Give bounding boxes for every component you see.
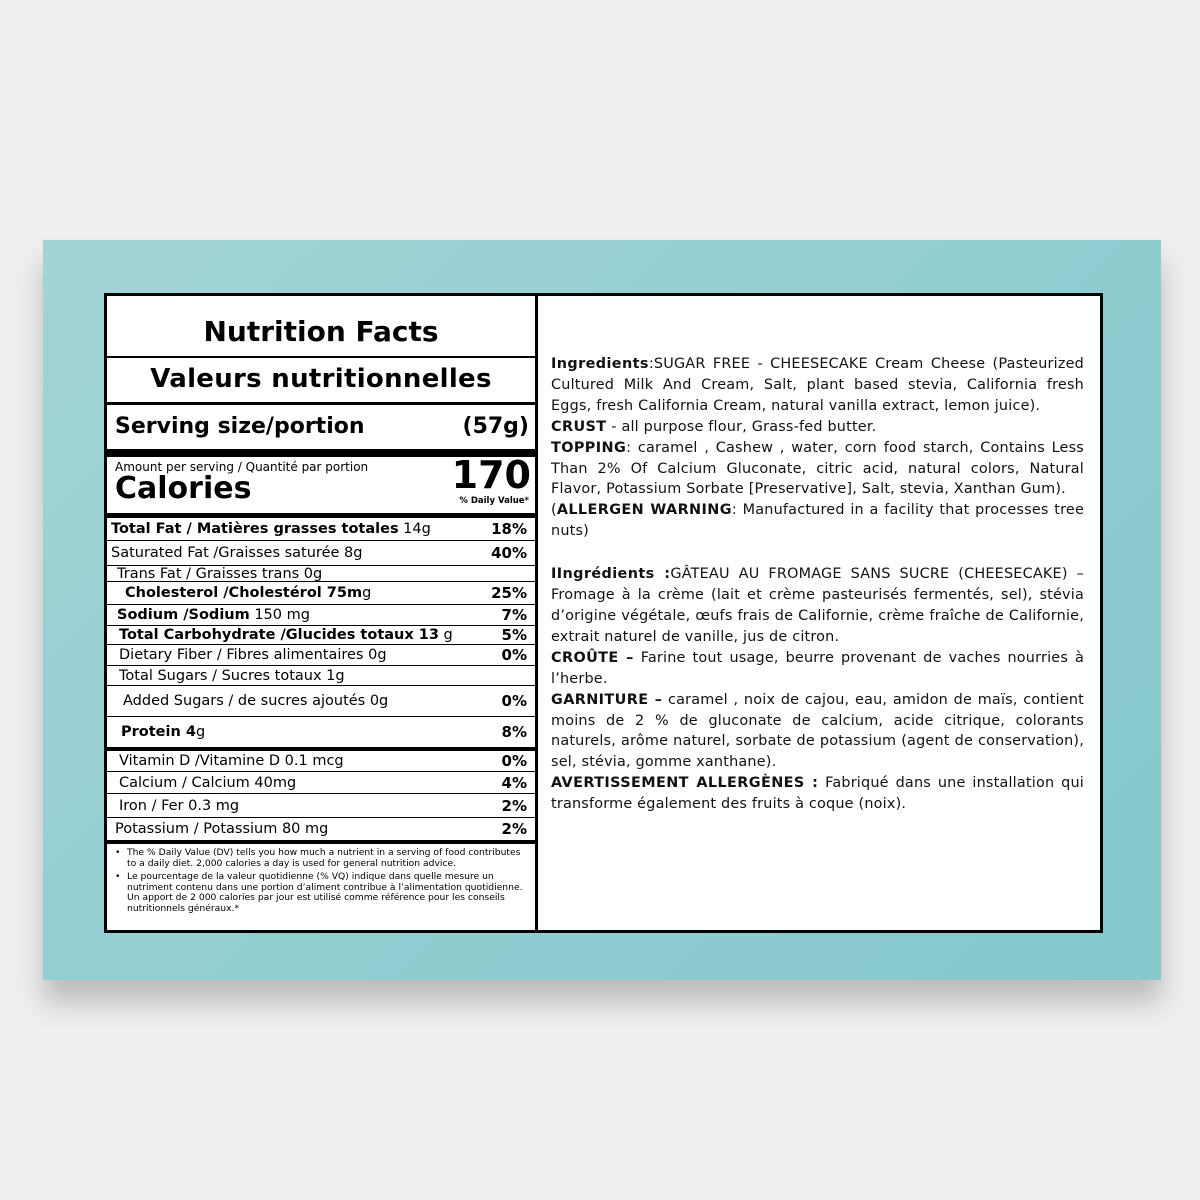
nutrient-daily-value: 5% [501, 626, 527, 644]
nutrient-amount: 150 mg [249, 607, 310, 623]
serving-label: Serving size/portion [115, 414, 365, 439]
nutrient-daily-value: 25% [491, 584, 527, 602]
nutrient-name [111, 521, 431, 537]
nutrient-daily-value: 2% [501, 820, 527, 838]
nutrient-daily-value: 2% [501, 796, 527, 815]
crust-en-text: - all purpose flour, Grass-fed butter. [606, 418, 877, 435]
nutrient-name [119, 775, 296, 791]
footnote-fr: • Le pourcentage de la valeur quotidienne (% VQ) indique dans quelle mesure un nutriment contenu dans une portion d’aliment contribue à l’alimentation quotidienne. Un apport de 2 000 calories par jour est utilisé comme référence pour les conseils nutritionnels généraux.* [115, 872, 525, 914]
nutrient-name [119, 627, 453, 643]
nutrient-name-bold: Total Carbohydrate /Glucides totaux 13 [119, 627, 439, 643]
ingredients-en [551, 354, 1084, 417]
nutrient-amount: Added Sugars / de sucres ajoutés 0g [123, 693, 389, 709]
nutrient-name [119, 668, 345, 684]
nutrient-amount: Trans Fat / Graisses trans 0g [117, 565, 323, 582]
nutrient-daily-value: 8% [501, 723, 527, 741]
ingredients-fr [551, 564, 1084, 648]
topping-en-label: TOPPING [551, 439, 627, 456]
nutrient-name [119, 798, 239, 814]
nutrient-name-bold: Cholesterol /Cholestérol 75m [125, 585, 363, 601]
nutrient-name-bold: Total Fat / Matières grasses totales [111, 521, 399, 537]
calories-label: Calories [115, 471, 252, 506]
nutrient-amount: Saturated Fat /Graisses saturée 8g [111, 545, 363, 561]
nutrient-row [107, 605, 535, 626]
nutrient-row [107, 772, 535, 794]
crust-fr-text: Farine tout usage, beurre provenant de vaches nourries à l’herbe. [551, 649, 1084, 687]
nutrient-name-bold: Sodium /Sodium [117, 607, 250, 623]
allergen-fr-text: Fabriqué dans une installation qui transforme également des fruits à coque (noix). [551, 775, 1084, 813]
nutrient-row [107, 794, 535, 818]
nutrient-name [119, 753, 344, 769]
allergen-en-open: ( [551, 502, 557, 519]
nutrient-name [115, 821, 328, 837]
nutrient-row [107, 566, 535, 582]
nutrient-daily-value: 4% [501, 773, 527, 792]
nutrient-name [125, 585, 371, 601]
nutrient-row [107, 582, 535, 605]
footnote-fr-text: Le pourcentage de la valeur quotidienne (% VQ) indique dans quelle mesure un nutriment contenu dans une portion d’aliment contribue à l’alimentation quotidienne. Un apport de 2 000 calories par jour est utilisé comme référence pour les conseils nutritionnels généraux.* [127, 871, 523, 914]
crust-fr [551, 648, 1084, 690]
nutrient-amount: g [195, 724, 206, 740]
nutrient-row [107, 666, 535, 686]
ingredients-en-label: Ingredients [551, 356, 649, 372]
nutrient-name [111, 545, 362, 561]
nutrient-amount: Iron / Fer 0.3 mg [119, 797, 240, 814]
nutrient-daily-value: 18% [491, 520, 527, 538]
nutrient-daily-value: 0% [501, 692, 527, 710]
serving-value: (57g) [462, 414, 529, 439]
nutrient-daily-value: 40% [491, 544, 527, 562]
crust-fr-label: CROÛTE – [551, 649, 634, 666]
nutrition-title-en: Nutrition Facts [107, 296, 535, 358]
calories-value: 170 [451, 453, 531, 497]
footnote-en: • The % Daily Value (DV) tells you how much a nutrient in a serving of food contributes to a daily diet. 2,000 calories a day is used for general nutrition advice. [115, 848, 525, 869]
crust-en [551, 417, 1084, 438]
nutrient-rows [107, 518, 535, 844]
allergen-en-text: : Manufactured in a facility that processes tree nuts) [551, 502, 1085, 540]
topping-fr-label: GARNITURE – [551, 691, 663, 708]
ingredients-en-text: :SUGAR FREE - CHEESECAKE Cream Cheese (Pasteurized Cultured Milk And Cream, Salt, plant based stevia, California fresh Eggs, fresh California Cream, natural vanilla extract, lemon juice). [551, 356, 1084, 414]
nutrient-row [107, 626, 535, 645]
footnotes [107, 844, 535, 918]
ingredients-panel [538, 296, 1100, 930]
nutrient-amount: Dietary Fiber / Fibres alimentaires 0g [119, 647, 387, 663]
crust-en-label: CRUST [551, 418, 607, 435]
nutrient-row [107, 717, 535, 751]
nutrient-daily-value: 7% [501, 606, 527, 624]
allergen-fr-label: AVERTISSEMENT ALLERGÈNES : [551, 775, 819, 792]
nutrient-daily-value: 0% [501, 752, 527, 770]
ingredients-fr-text: GÂTEAU AU FROMAGE SANS SUCRE (CHEESECAKE) – Fromage à la crème (lait et crème pasteurisés fermentés, sel), stévia d’origine végétale, œufs frais de Californie, crème fraîche de Californie, extrait naturel de vanille, jus de citron. [551, 566, 1084, 645]
nutrient-row [107, 541, 535, 566]
topping-en-text: : caramel , Cashew , water, corn food starch, Contains Less Than 2% Of Calcium Gluconate, citric acid, natural colors, Natural Flavor, Potassium Sorbate [Preservative], Salt, stevia, Xanthan Gum). [551, 439, 1084, 498]
topping-fr [551, 690, 1084, 774]
nutrient-row [107, 518, 535, 541]
nutrient-amount: g [438, 627, 453, 643]
nutrient-row [107, 751, 535, 772]
nutrient-name [119, 647, 387, 663]
nutrient-amount: g [362, 585, 372, 601]
amount-per-serving: Amount per serving / Quantité par portion [115, 460, 369, 474]
nutrient-row [107, 645, 535, 666]
calories-block [107, 453, 535, 518]
ingredients-fr-label: IIngrédients : [551, 566, 671, 583]
nutrition-title-fr: Valeurs nutritionnelles [107, 358, 535, 405]
nutrient-amount: 14g [398, 521, 431, 537]
topping-en [551, 438, 1084, 501]
nutrient-row [107, 686, 535, 717]
daily-value-header: % Daily Value* [459, 496, 529, 506]
nutrient-name [117, 566, 322, 582]
nutrient-amount: Potassium / Potassium 80 mg [115, 821, 329, 837]
nutrient-name [121, 724, 205, 740]
nutrient-daily-value: 0% [501, 646, 527, 664]
footnote-en-text: The % Daily Value (DV) tells you how much a nutrient in a serving of food contributes to a daily diet. 2,000 calories a day is used for general nutrition advice. [127, 847, 521, 869]
nutrient-amount: Total Sugars / Sucres totaux 1g [119, 667, 345, 684]
nutrition-facts-panel [107, 296, 538, 930]
allergen-en-label: ALLERGEN WARNING [556, 502, 732, 519]
nutrient-amount: Calcium / Calcium 40mg [119, 774, 297, 791]
nutrient-amount: Vitamin D /Vitamine D 0.1 mcg [119, 753, 344, 769]
nutrient-name [123, 693, 388, 709]
allergen-fr [551, 773, 1084, 815]
topping-fr-text: caramel , noix de cajou, eau, amidon de maïs, contient moins de 2 % de gluconate de calcium, acide citrique, colorants naturels, arôme naturel, sorbate de potassium (agent de conservation), sel, stévia, gomme xanthane). [551, 691, 1084, 771]
serving-size [107, 405, 535, 457]
nutrient-name [117, 607, 310, 623]
nutrient-row [107, 818, 535, 844]
allergen-en [551, 500, 1084, 542]
nutrient-name-bold: Protein 4 [121, 724, 196, 740]
product-label [104, 293, 1103, 933]
